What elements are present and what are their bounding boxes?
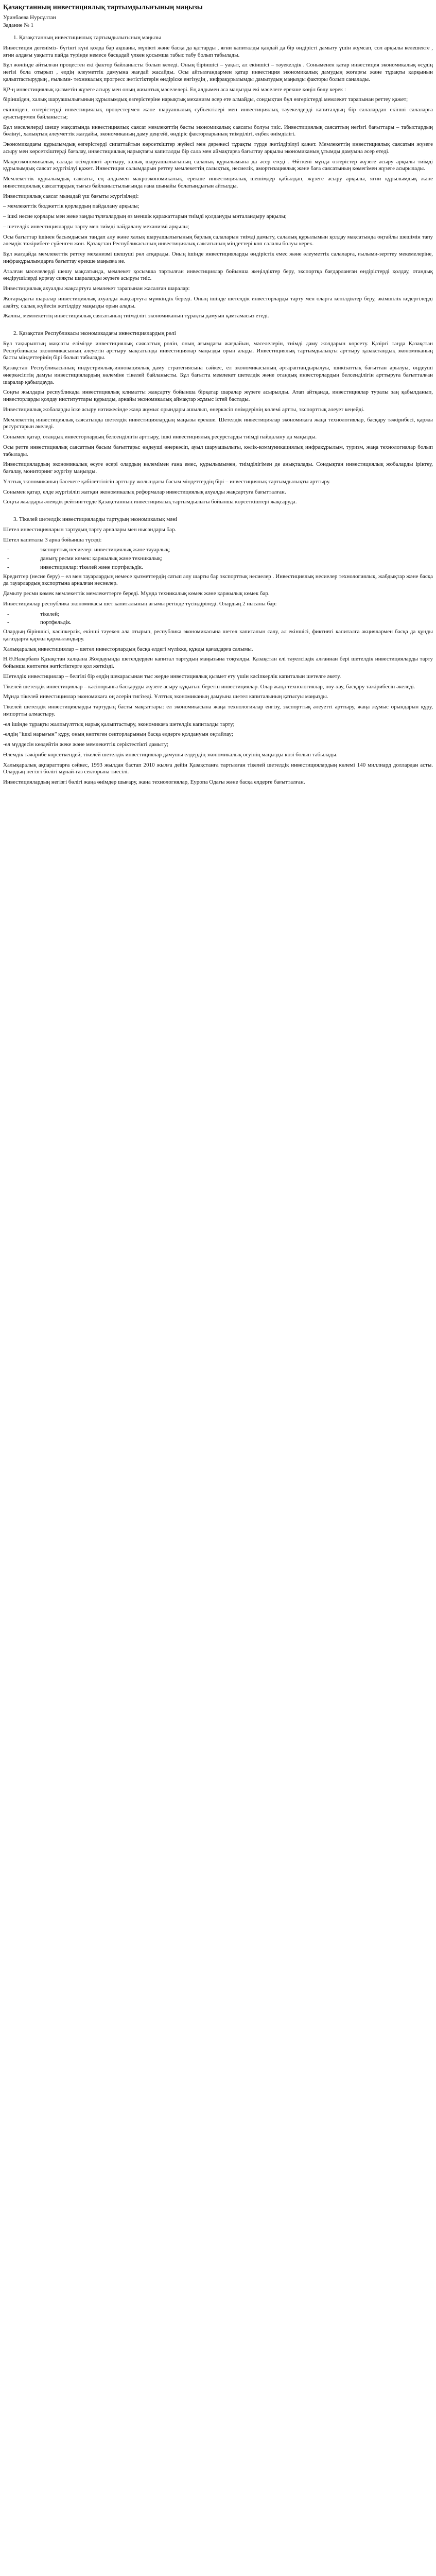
section-1-heading: 1. Қазақстанның инвестициялық тартымдылығының маңызы bbox=[13, 35, 161, 41]
paragraph: Жалпы, мемлекеттің инвестициялық саясатының тиімділігі экономиканың тұрақты дамуын қамтамасыз етеді. bbox=[3, 313, 269, 319]
paragraph: Сонымен қатар, отандық инвесторлардың белсенділігін арттыру, ішкі инвестициялық ресурстарды тиімді пайдалану да маңызды. bbox=[3, 434, 317, 440]
paragraph: – мемлекеттік бюджеттік қорлардың пайдалану арқылы; bbox=[3, 203, 139, 210]
paragraph: Дамыту ресми көмек мемлекеттік мемлекеттерге береді. Мұнда техникалық көмек және қаржылық көмек бар. bbox=[3, 590, 270, 597]
paragraph: Қазақстан Республикасының индустриялық-инновациялық даму стратегиясына сәйкес, ел экономикасының әртараптандырылуы, шикізаттық бағыттан арылуы, өңдеуші өнеркәсіптің дамуы инвестициялардың көлеміне тікелей байланысты. Бұл бағытта мемлекет шетелдік және отандық инвесторлардың белсенділігін арттыруға бағытталған шаралар қабылдауда. bbox=[3, 365, 433, 385]
paragraph: Соңғы жылдары әлемдік рейтингтерде Қазақстанның инвестициялық тартымдылығы бойынша көрсеткіштері жақсаруда. bbox=[3, 499, 297, 505]
author-line: Уринбаева Нурсұлтан bbox=[3, 14, 56, 21]
paragraph: Халықаралық инвестициялар – шетел инвесторлардың басқа елдегі мүлікке, құнды қағаздарға салымы. bbox=[3, 646, 253, 652]
paragraph: – ішкі несие қорлары мен жеке заңды тұлғалардың өз меншік қаражаттарын тиімді қолдануды ынталандыру арқылы; bbox=[3, 213, 287, 219]
paragraph: Н.Ә.Назарбаев Қазақстан халқына Жолдауында шетелдерден капитал тартудың маңызына тоқталды. Қазақстан елі тәуелсіздік алғаннан бері шетелдік инвестицияларды тарту бойынша көптеген жетістіктерге қол жеткізді. bbox=[3, 656, 433, 669]
list-item bbox=[7, 547, 433, 554]
paragraph: Тікелей шетелдік инвестицияларды тартудың басты мақсаттары: ел экономикасына жаңа технологиялар енгізу, экспорттық әлеуетті арттыру, жаңа жұмыс орындарын құру, импортты алмастыру. bbox=[3, 704, 433, 717]
paragraph: Инвестициялардың негізгі бөлігі жаңа өнімдер шығару, жаңа технологиялар, Еуропа Одағы және басқа елдерге бағытталған. bbox=[3, 779, 305, 785]
list-item bbox=[7, 619, 433, 626]
paragraph: Инвестициялар республика экономикасы шет капиталының ағымы ретінде түсіндіріледі. Олардың 2 нысаны бар: bbox=[3, 600, 277, 607]
paragraph: Олардың біріншісі, кәсіпкерлік, екінші тәуекел ала отырып, республика экономикасына шетел капиталын салу, ал екіншісі, фиктивті капиталға акциялармен басқа да құнды қағаздарға қаржы қаржыландыру. bbox=[3, 629, 433, 642]
document-title: Қазақстанның инвестициялық тартымдылығының маңызы bbox=[3, 4, 203, 11]
paragraph: Осы ретте инвестициялық саясаттың басым бағыттары: өңдеуші өнеркәсіп, ауыл шаруашылығы, көлік-коммуникациялық инфрақұрылым, туризм, жаңа технологиялар болып табылады. bbox=[3, 444, 433, 457]
section-3-body bbox=[3, 527, 433, 786]
paragraph: Инвестициялардың экономикалық өсуге әсері олардың көлемімен ғана емес, құрылымымен, тиімділігімен де анықталады. Сондықтан инвестициялық жобаларды іріктеу, бағалау, мониторинг жүргізу маңызды. bbox=[3, 461, 433, 474]
list-bullet: - bbox=[7, 547, 9, 553]
paragraph: -елдің "ішкі нарығын" құру, оның көптеген секторларының басқа елдерге қолдануын оңтайлау; bbox=[3, 731, 233, 738]
paragraph: Сонымен қатар, елде жүргізіліп жатқан экономикалық реформалар инвестициялық ахуалды жақсартуға бағытталған. bbox=[3, 488, 286, 495]
paragraph: Шетелдік инвестициялар – белгілі бір елдің шекарасынан тыс жерде инвестициялық қызмет ету үшін кәсіпкерлік капиталын шетелге әкету. bbox=[3, 673, 341, 680]
section-2-heading: 2. Қазақстан Республикасы экономикадағы инвестициялардың рөлі bbox=[13, 330, 176, 336]
paragraph: – шетелдік инвестицияларды тарту мен тиімді пайдалану механизмі арқылы; bbox=[3, 223, 189, 230]
paragraph: Шетел капиталы 3 арна бойынша түседі: bbox=[3, 536, 102, 543]
list-bullet: - bbox=[7, 611, 9, 617]
paragraph: Аталған мәселелерді шешу мақсатында, мемлекет қосымша тартылған инвестициялар бойынша жеңілдіктер беру, экспортқа бағдарланған өндірістерді қолдау, отандық өндірушілерді қорғау сияқты шараларды жүзеге асыруы тиіс. bbox=[3, 268, 433, 282]
section-1-body bbox=[3, 45, 433, 320]
paragraph: Соңғы жылдары республикада инвестициялық климатты жақсарту бойынша бірқатар шаралар жүзеге асырылды. Атап айтқанда, инвестициялар туралы заң қабылданып, инвесторларды қолдау институттары құрылды, арнайы экономикалық аймақтар жұмыс істей бастады. bbox=[3, 389, 433, 402]
paragraph: Инвестициялық ахуалды жақсартуға мемлекет тарапынан жасалған шаралар: bbox=[3, 285, 190, 292]
section-2-body bbox=[3, 341, 433, 506]
paragraph: -ел ішінде тұрақты жалпыүлттық нарық қалыптастыру, экономикаға шетелдік капиталды тарту; bbox=[3, 721, 235, 727]
paragraph: Жоғарыдағы шаралар инвестициялық ахуалды жақсартуға мүмкіндік береді. Оның ішінде шетелдік инвесторларды тарту мен оларға кепілдіктер беру, әкімшілік кедергілерді азайту, салық жүйесін жетілдіру маңызды орын алады. bbox=[3, 295, 433, 309]
paragraph: Бұл жағдайда мемлекеттік реттеу механизмі шешуші рөл атқарады. Оның ішінде инвестицияларды өндірістік емес және әлеуметтік салаларға, ғылыми-зерттеу мекемелеріне, инфрақұрылымдарға бағыттау ерекше маңызға ие. bbox=[3, 251, 433, 264]
paragraph: Макроэкономикалық салада өсімділікті арттыру, халық шаруашылығының салалық құрылымына да әсер етеді . Өйткені мұнда өзгерістер жүзеге асыру арқылы тиімді құрылымдық саясат жүргізілуі қажет. Инвестиция салымдарын реттеу мемлекеттің салықтық, несиелік, амортизациялық және баға саясатының көмегімен жүзеге асырылады. bbox=[3, 158, 433, 172]
paragraph: Бұл жөнінде айтылған процестен екі фактор байланысты болып келеді. Оның біріншісі – уақыт, ал екіншісі – тәуекелдік . Соныменен қатар инвестиция экономикалық өсудің негізі бола отырып , елдің әлеуметтік дамуына жағдай жасайды. Осы айтылғандармен қатар инвестиция экономикалық дамудың жоғарғы және тұрақты қарқынын қалыптастырудың , ғылыми- техникалық прогресс жетістіктерін өндіріске енгізудің , инфрақұрылымды дамытудың маңызды факторы болып саналады. bbox=[3, 62, 433, 82]
list-bullet: - bbox=[7, 564, 9, 570]
paragraph: Бұл тақырыптың мақсаты елімізде инвестициялық саясаттың рөлін, оның ағымдағы жағдайын, мәселелерін, тиімді даму жолдарын көрсету. Қазіргі таңда Қазақстан Республикасы экономикасының әлеуетін арттыру мақсатында инвестициялар маңызды орын алады. Инвестициялық тартымдылықты арттыру қазақстандық экономиканың басты міндеттерінің бірі болып табылады. bbox=[3, 340, 433, 361]
paragraph: Инвестициялық саясат мынадай үш бағыты жүргізіледі: bbox=[3, 193, 139, 199]
paragraph: Инвестиция дегеніміз- бүгінгі күні қолда бар ақшаны, мүлікті және басқа да қаттарды , яғни капиталды қандай да бір өндірісті дамыту үшін жұмсап, сол арқылы келешекте , яғни алдағы уақытта пайда түрінде немесе басқадай үлкен қосымша табыс табу болып табылады. bbox=[3, 44, 433, 58]
paragraph: Тікелей шетелдік инвестициялар – кәсіпорынға басқаруды жүзеге асыру құқығын беретін инвестициялар. Олар жаңа технологиялар, ноу-хау, басқару тәжірибесін әкеледі. bbox=[3, 683, 415, 690]
task-line: Задание № 1 bbox=[3, 22, 34, 29]
paragraph: Инвестициялық жобаларды іске асыру нәтижесінде жаңа жұмыс орындары ашылып, өнеркәсіп өнімдерінің көлемі артты, экспорттық әлеует кеңейді. bbox=[3, 406, 365, 413]
list-bullet: - bbox=[7, 619, 9, 626]
paragraph: Кредиттер (несие беру) – ел мен тауарлардың немесе қызметтердің сатып алу шарты бар экспорттық несиелер . Инвестициялық несиелер технологиялық, жабдықтар және басқа да тауарлардың экспортына арналған несиелер. bbox=[3, 573, 433, 587]
paragraph: Мемлекеттік құрылымдық саясаты, ең алдымен макроэкономикалық, ерекше инвестициялық шешімдер қабылдап, жүзеге асыру арқылы, яғни құрылымдық және инвестициялық саясаттардың тығыз байланыстылығында ғана шынайы болатындығын айтылды. bbox=[3, 176, 433, 189]
section-3-heading: 3. Тікелей шетелдік инвестицияларды тартудың экономикалық мәні bbox=[13, 516, 178, 522]
paragraph: Бұл мәселелерді шешу мақсатында инвестициялық саясат мемлекеттің басты экономикалық саясаты болуы тиіс. Инвестициялық саясаттың негізгі бағыттары – табыстардың бөлінуі, халықтың әлеуметтік жағдайы, экономиканың даму деңгейі, өндіріс факторларының тиімділігі, еңбек өнімділігі. bbox=[3, 124, 433, 138]
list-item-text: портфельдік. bbox=[40, 619, 72, 626]
paragraph: Шетел инвестицияларын тартудың тарту арналары мен нысандары бар. bbox=[3, 526, 177, 533]
list-item-text: экспорттық несиелер: инвестициялық және тауарлық; bbox=[40, 547, 170, 553]
list-item bbox=[7, 555, 433, 563]
paragraph: Халықаралық ақпараттарға сәйкес, 1993 жылдан бастап 2010 жылға дейін Қазақстанға тартылған тікелей шетелдік инвестициялардың көлемі 140 миллиард доллардан асты. Олардың негізгі бөлігі мұнай-газ секторына тиесілі. bbox=[3, 761, 433, 775]
paragraph: -ел мүддесін көздейтін жеке және мемлекеттік серіктестікті дамыту; bbox=[3, 741, 169, 748]
paragraph: Әлемдік тәжірибе көрсеткендей, тікелей шетелдік инвестициялар дамушы елдердің экономикалық өсуінің маңызды көзі болып табылады. bbox=[3, 751, 338, 758]
paragraph: Ұлттық экономиканың бәсекеге қабілеттілігін арттыру жолындағы басым міндеттердің бірі – инвестициялық тартымдылықты арттыру. bbox=[3, 478, 330, 485]
paragraph: екіншіден, өзгерістерді инвестициялық процестермен және шаруашылық субъектілері мен инвестициялық тәуекелдерді капиталдың бір салалардан екінші салаларға ауыстырумен байланысты; bbox=[3, 107, 433, 120]
paragraph: Мұнда тікелей инвестициялар экономикаға оң әсерін тигізеді. Ұлттық экономиканың дамуына шетел капиталының қатысуы маңызды. bbox=[3, 693, 328, 700]
paragraph: Экономикадағы құрылымдық өзгерістерді сипаттайтын көрсеткіштер жүйесі мен дәрежесі тұрақты түрде жетілдірілуі қажет. Мемлекеттің инвестициялық саясатын жүзеге асыру мен көрсеткіштерді бағалау, инвестициялық нарықтағы капиталды бір сала мен аймақтарға бағыттау арқылы экономиканың ұтымды дамуына әсер етеді. bbox=[3, 141, 433, 155]
paragraph: біріншіден, халық шаруашылығының құрылымдық өзгерістеріне нарықтық механизм әсер ете алмайды, сондықтан бұл өзгерістерді мемлекет тарапынан реттеу қажет; bbox=[3, 96, 408, 103]
list-item-text: данығұ ресми көмек: қаржылық және техникалық; bbox=[40, 555, 163, 562]
paragraph: Осы бағыттар ішінен басымдысын таңдап алу және халық шаруашылығының барлық салаларын тиімді дамыту, салалық құрылымын қолдау мақсатында оңтайлы шешімін тапу әлемдік тәжірибеге сүйенген жөн. Қазақстан Республикасының инвестициялық саясатының міндеттері көп салалы болуы керек. bbox=[3, 233, 433, 247]
document-page bbox=[0, 0, 436, 786]
list-item-text: инвестициялар: тікелей және портфельдік. bbox=[40, 564, 143, 570]
list-item-text: тікелей; bbox=[40, 611, 60, 617]
paragraph: Мемлекеттің инвестициялық саясатында шетелдік инвестициялардың маңызы ерекше. Шетелдік инвестициялар экономикаға жаңа технологиялар, басқару тәжірибесі, қаржы ресурстарын әкеледі. bbox=[3, 416, 433, 430]
list-item bbox=[7, 611, 433, 618]
list-item bbox=[7, 564, 433, 571]
paragraph: ҚР-ң инвестициялық қызметін жүзеге асыру мен оның жиынтық мәселелері. Ең алдымен аса маңызды екі мәселеге ерекше көңіл бөлу керек : bbox=[3, 86, 346, 93]
list-bullet: - bbox=[7, 555, 9, 562]
